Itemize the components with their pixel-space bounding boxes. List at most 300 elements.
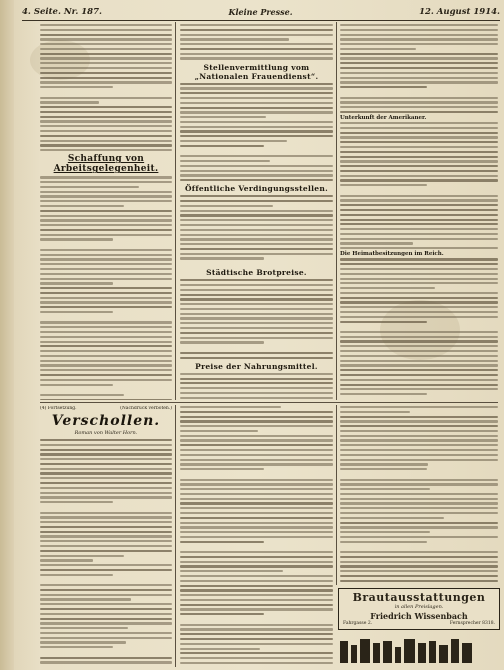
- text-line: [340, 425, 498, 427]
- text-line: [340, 287, 435, 289]
- text-line: [180, 657, 333, 659]
- text-line: [180, 526, 333, 528]
- newspaper-name: Kleine Presse.: [228, 6, 293, 17]
- text-line: [180, 308, 333, 310]
- text-line: [40, 77, 172, 79]
- text-line: [180, 387, 333, 389]
- text-line: [40, 545, 172, 547]
- text-line: [340, 146, 498, 148]
- text-line: [40, 608, 172, 610]
- text-line: [180, 214, 333, 216]
- text-line: [40, 263, 172, 265]
- text-line: [180, 294, 333, 296]
- text-line: [180, 522, 333, 524]
- text-line: [40, 258, 172, 260]
- text-line: [180, 53, 333, 55]
- text-line: [340, 209, 498, 211]
- text-line: [40, 72, 172, 74]
- text-line: [40, 43, 172, 45]
- text-line: [180, 580, 333, 582]
- ad-company: Friedrich Wissenbach: [370, 611, 468, 621]
- text-line: [40, 101, 99, 103]
- text-line: [40, 210, 172, 212]
- text-line: [340, 393, 427, 395]
- text-line: [40, 661, 172, 663]
- text-line: [340, 106, 498, 108]
- text-line: [180, 313, 333, 315]
- text-line: [180, 449, 333, 451]
- text-line: [40, 472, 172, 474]
- text-line: [340, 132, 498, 134]
- text-line: [340, 369, 498, 371]
- text-line: [340, 97, 498, 99]
- text-line: [40, 297, 172, 299]
- article-heading: Schaffung von Arbeitsgelegenheit.: [53, 154, 159, 175]
- text-line: [40, 29, 172, 31]
- text-line: [180, 303, 333, 305]
- text-line: [340, 34, 498, 36]
- text-line: [40, 205, 124, 207]
- text-line: [180, 155, 333, 157]
- text-line: [340, 233, 498, 235]
- text-line: [340, 360, 498, 362]
- text-line: [40, 67, 172, 69]
- text-line: [340, 170, 498, 172]
- text-line: [340, 444, 498, 446]
- column-1: [40, 24, 172, 400]
- text-line: [180, 83, 333, 85]
- text-line: [340, 531, 430, 533]
- text-line: [40, 311, 113, 313]
- text-line: [180, 648, 260, 650]
- text-line: [40, 569, 172, 571]
- text-line: [340, 160, 498, 162]
- text-line: [180, 111, 333, 113]
- text-line: [40, 526, 172, 528]
- text-line: [40, 149, 172, 151]
- text-line: [40, 331, 172, 333]
- text-line: [340, 38, 498, 40]
- text-line: [40, 62, 172, 64]
- text-line: [40, 116, 172, 118]
- text-line: [40, 111, 172, 113]
- text-line: [180, 29, 333, 31]
- text-line: [180, 337, 333, 339]
- text-line: [180, 253, 333, 255]
- text-line: [340, 575, 498, 577]
- text-line: [340, 311, 498, 313]
- text-line: [40, 249, 172, 251]
- text-line: [180, 430, 258, 432]
- text-line: [40, 492, 172, 494]
- ad-street: Fahrgasse 2.: [343, 621, 373, 626]
- text-line: [340, 238, 498, 240]
- article-heading: Stellenvermittlung vom „Nationalen Frauendienst“.: [194, 62, 319, 81]
- text-line: [180, 284, 333, 286]
- text-line: [340, 67, 498, 69]
- text-line: [180, 416, 333, 418]
- text-line: [40, 195, 172, 197]
- text-line: [180, 160, 270, 162]
- text-line: [340, 195, 498, 197]
- text-line: [340, 355, 498, 357]
- article-heading: Unterkunft der Amerikaner.: [340, 115, 427, 122]
- text-line: [40, 326, 172, 328]
- text-line: [180, 126, 333, 128]
- text-line: [180, 541, 264, 543]
- text-line: [180, 382, 333, 384]
- text-line: [340, 48, 416, 50]
- text-line: [340, 199, 498, 201]
- text-line: [340, 81, 498, 83]
- text-line: [40, 463, 172, 465]
- text-line: [340, 179, 498, 181]
- text-line: [180, 200, 333, 202]
- text-line: [340, 136, 498, 138]
- text-line: [180, 662, 333, 664]
- text-line: [340, 278, 498, 280]
- text-line: [40, 140, 172, 142]
- text-line: [40, 589, 172, 591]
- text-line: [40, 374, 172, 376]
- text-line: [340, 570, 498, 572]
- text-line: [340, 306, 498, 308]
- text-line: [340, 350, 498, 352]
- text-line: [180, 102, 333, 104]
- text-line: [340, 156, 498, 158]
- text-line: [340, 526, 498, 528]
- text-line: [180, 613, 264, 615]
- bottom-ad-fragment: [338, 633, 500, 663]
- text-line: [340, 345, 498, 347]
- text-line: [340, 53, 498, 55]
- serial-novel: [40, 406, 172, 666]
- text-line: [40, 191, 172, 193]
- text-line: [340, 364, 498, 366]
- column-rule: [175, 22, 176, 400]
- text-line: [340, 301, 498, 303]
- text-line: [40, 657, 172, 659]
- text-line: [40, 598, 131, 600]
- text-line: [40, 487, 172, 489]
- text-line: [180, 392, 333, 394]
- text-line: [340, 384, 498, 386]
- text-line: [340, 282, 498, 284]
- text-line: [340, 331, 498, 333]
- text-line: [180, 341, 264, 343]
- text-line: [340, 522, 498, 524]
- text-line: [180, 298, 333, 300]
- text-line: [180, 238, 333, 240]
- text-line: [40, 496, 172, 498]
- serial-installment: (4) Fortsetzung.: [40, 406, 77, 411]
- text-line: [180, 234, 333, 236]
- text-line: [40, 444, 172, 446]
- text-line: [340, 488, 430, 490]
- text-line: [40, 618, 172, 620]
- text-line: [40, 453, 172, 455]
- text-line: [180, 531, 333, 533]
- text-line: [40, 468, 172, 470]
- text-line: [40, 603, 172, 605]
- text-line: [40, 336, 172, 338]
- issue-date: 12. August 1914.: [419, 6, 500, 17]
- text-line: [40, 301, 172, 303]
- text-line: [340, 406, 498, 408]
- text-line: [340, 57, 498, 59]
- text-line: [40, 106, 172, 108]
- text-line: [180, 165, 333, 167]
- text-line: [340, 336, 498, 338]
- text-line: [40, 81, 172, 83]
- text-line: [180, 624, 333, 626]
- text-line: [180, 502, 333, 504]
- text-line: [340, 297, 498, 299]
- text-line: [180, 38, 289, 40]
- text-line: [40, 439, 172, 441]
- text-line: [40, 238, 113, 240]
- text-line: [180, 439, 333, 441]
- text-line: [180, 135, 333, 137]
- serial-continued: [340, 406, 498, 584]
- text-line: [340, 43, 498, 45]
- text-line: [180, 468, 264, 470]
- text-line: [340, 420, 498, 422]
- text-line: [340, 551, 498, 553]
- text-line: [180, 536, 333, 538]
- text-line: [180, 420, 333, 422]
- text-line: [180, 628, 333, 630]
- text-line: [40, 219, 172, 221]
- text-line: [340, 507, 498, 509]
- text-line: [340, 72, 498, 74]
- text-line: [180, 565, 333, 567]
- page-edge: [0, 0, 14, 670]
- column-2: [180, 24, 333, 400]
- text-line: [340, 242, 413, 244]
- text-line: [40, 48, 172, 50]
- text-line: [180, 652, 333, 654]
- text-line: [340, 561, 498, 563]
- text-line: [180, 332, 333, 334]
- text-line: [180, 57, 333, 59]
- text-line: [40, 364, 172, 366]
- column-3: [340, 24, 498, 400]
- text-line: [180, 589, 333, 591]
- text-line: [180, 594, 333, 596]
- text-line: [40, 555, 124, 557]
- text-line: [340, 204, 498, 206]
- text-line: [340, 122, 498, 124]
- text-line: [340, 565, 498, 567]
- text-line: [340, 512, 498, 514]
- text-line: [40, 458, 172, 460]
- text-line: [180, 116, 266, 118]
- text-line: [340, 536, 498, 538]
- text-line: [340, 321, 427, 323]
- text-line: [340, 502, 498, 504]
- text-line: [180, 174, 333, 176]
- text-line: [180, 92, 333, 94]
- article-heading: Preise der Nahrungsmittel.: [195, 361, 318, 371]
- text-line: [340, 247, 498, 249]
- text-line: [180, 205, 273, 207]
- text-line: [40, 501, 113, 503]
- text-line: [340, 214, 498, 216]
- serial-author: Roman von Walter Horn.: [74, 430, 138, 436]
- text-line: [340, 77, 498, 79]
- text-line: [180, 444, 333, 446]
- text-line: [340, 175, 498, 177]
- text-line: [180, 145, 264, 147]
- text-line: [340, 439, 498, 441]
- text-line: [180, 357, 333, 359]
- text-line: [40, 97, 172, 99]
- text-line: [40, 144, 172, 146]
- text-line: [340, 498, 498, 500]
- text-line: [180, 97, 333, 99]
- text-line: [180, 327, 333, 329]
- text-line: [180, 289, 333, 291]
- text-line: [40, 550, 172, 552]
- text-line: [40, 564, 172, 566]
- text-line: [180, 507, 333, 509]
- text-line: [40, 394, 124, 396]
- text-line: [340, 517, 444, 519]
- text-line: [180, 34, 333, 36]
- text-line: [340, 228, 498, 230]
- text-line: [180, 643, 333, 645]
- text-line: [340, 62, 498, 64]
- column-rule: [336, 405, 337, 585]
- advertisement: [338, 588, 500, 630]
- text-line: [40, 482, 172, 484]
- text-line: [40, 632, 172, 634]
- text-line: [180, 107, 333, 109]
- text-line: [40, 229, 172, 231]
- text-line: [340, 388, 498, 390]
- serial-header: [40, 406, 172, 411]
- reprint-notice: (Nachdruck verboten.): [120, 406, 172, 411]
- text-line: [40, 292, 172, 294]
- text-line: [340, 316, 498, 318]
- text-line: [180, 179, 333, 181]
- text-line: [340, 223, 498, 225]
- ad-address: [339, 621, 499, 626]
- text-line: [40, 613, 172, 615]
- text-line: [340, 541, 427, 543]
- text-line: [180, 459, 333, 461]
- text-line: [40, 516, 172, 518]
- text-line: [340, 111, 498, 113]
- text-line: [340, 151, 498, 153]
- text-line: [40, 535, 172, 537]
- text-line: [40, 584, 172, 586]
- text-line: [340, 340, 498, 342]
- text-line: [180, 585, 333, 587]
- text-line: [180, 570, 283, 572]
- article-heading: Die Heimatbesitzungen im Reich.: [340, 251, 444, 258]
- text-line: [180, 406, 281, 408]
- text-line: [40, 627, 128, 629]
- text-line: [40, 273, 172, 275]
- ad-subtitle: in allen Preislagen.: [394, 604, 444, 610]
- text-line: [340, 219, 498, 221]
- text-line: [340, 416, 498, 418]
- text-line: [180, 130, 333, 132]
- text-line: [180, 87, 333, 89]
- text-line: [340, 273, 498, 275]
- text-line: [40, 531, 172, 533]
- text-line: [340, 493, 498, 495]
- text-line: [180, 140, 287, 142]
- text-line: [180, 397, 333, 399]
- text-line: [180, 435, 333, 437]
- text-line: [180, 224, 333, 226]
- text-line: [40, 254, 172, 256]
- text-line: [40, 176, 172, 178]
- text-line: [180, 24, 333, 26]
- text-line: [40, 181, 172, 183]
- text-line: [40, 34, 172, 36]
- text-line: [180, 43, 333, 45]
- text-line: [180, 479, 333, 481]
- text-line: [180, 561, 333, 563]
- text-line: [180, 195, 333, 197]
- text-line: [340, 374, 498, 376]
- text-line: [40, 278, 172, 280]
- text-line: [40, 641, 126, 643]
- text-line: [40, 125, 172, 127]
- text-line: [340, 379, 498, 381]
- text-line: [180, 279, 333, 281]
- text-line: [180, 556, 333, 558]
- article-heading: Öffentliche Verdingungsstellen.: [184, 184, 329, 194]
- text-line: [40, 224, 172, 226]
- text-line: [340, 24, 498, 26]
- masthead: [22, 5, 500, 21]
- text-line: [180, 638, 333, 640]
- text-line: [40, 355, 172, 357]
- text-line: [340, 101, 498, 103]
- text-line: [40, 24, 172, 26]
- text-line: [180, 352, 333, 354]
- ad-phone: Fernsprecher 8318.: [449, 621, 495, 626]
- text-line: [180, 210, 333, 212]
- text-line: [340, 411, 410, 413]
- text-line: [40, 57, 172, 59]
- serial-continued: [180, 406, 333, 666]
- text-line: [340, 430, 498, 432]
- text-line: [180, 463, 333, 465]
- text-line: [340, 463, 428, 465]
- text-line: [180, 512, 333, 514]
- text-line: [180, 493, 333, 495]
- ad-title: Brautausstattungen: [352, 591, 486, 604]
- text-line: [40, 120, 172, 122]
- text-line: [180, 219, 333, 221]
- text-line: [40, 521, 172, 523]
- text-line: [180, 454, 333, 456]
- text-line: [180, 373, 333, 375]
- text-line: [40, 282, 113, 284]
- text-line: [40, 186, 139, 188]
- text-line: [180, 483, 333, 485]
- text-line: [340, 580, 498, 582]
- text-line: [40, 38, 172, 40]
- text-line: [40, 341, 172, 343]
- article-heading: Städtische Brotpreise.: [206, 268, 307, 278]
